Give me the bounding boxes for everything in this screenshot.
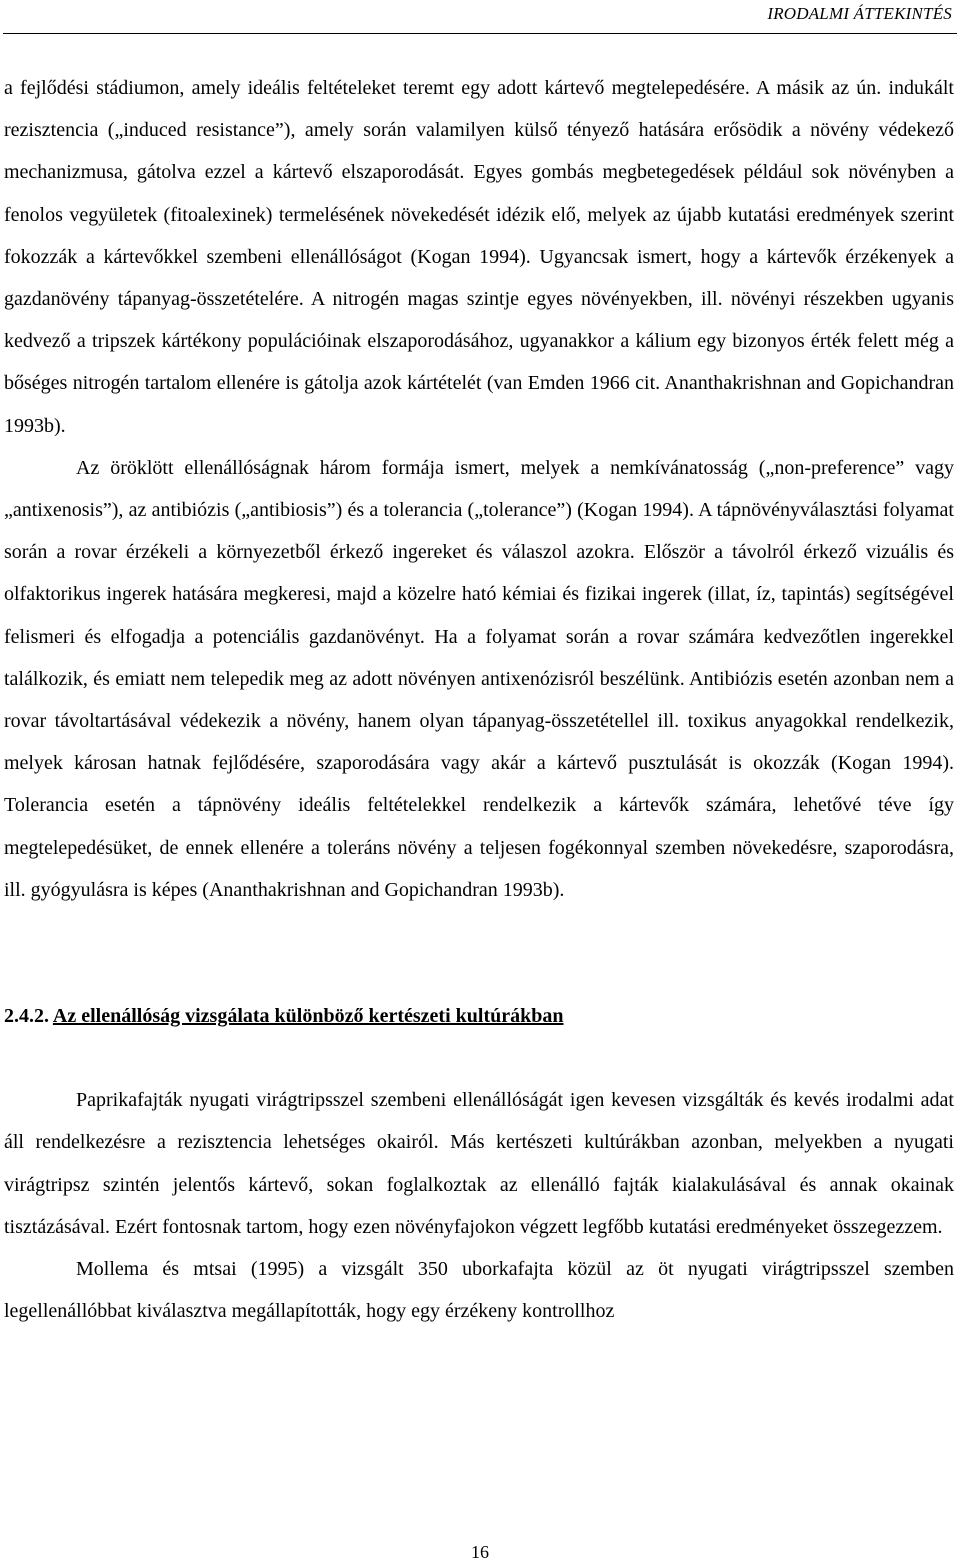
section-title: Az ellenállóság vizsgálata különböző kertészeti kultúrákban <box>52 1005 564 1028</box>
section-heading <box>4 995 954 1037</box>
section-number: 2.4.2. <box>4 1005 49 1028</box>
document-body <box>4 67 954 1332</box>
body-paragraph: Az öröklött ellenállóságnak három formája ismert, melyek a nemkívánatosság („non-preference” vagy „antixenosis”), az antibiózis („antibiosis”) és a tolerancia („tolerance”) (Kogan 1994). A tápnövényválasztási folyamat során a rovar érzékeli a környezetből érkező ingereket és válaszol azokra. Először a távolról érkező vizuális és olfaktorikus ingerek hatására megkeresi, majd a közelre ható kémiai és fizikai ingerek (illat, íz, tapintás) segítségével felismeri és elfogadja a potenciális gazdanövényt. Ha a folyamat során a rovar számára kedvezőtlen ingerekkel találkozik, és emiatt nem telepedik meg az adott növényen antixenózisról beszélünk. Antibiózis esetén azonban nem a rovar távoltartásával védekezik a növény, hanem olyan tápanyag-összetétellel ill. toxikus anyagokkal rendelkezik, melyek károsan hatnak fejlődésére, szaporodására vagy akár a kártevő pusztulását is okozzák (Kogan 1994). Tolerancia esetén a tápnövény ideális feltételekkel rendelkezik a kártevők számára, lehetővé téve így megtelepedésüket, de ennek ellenére a toleráns növény a teljesen fogékonnyal szemben növekedésre, szaporodásra, ill. gyógyulásra is képes (Ananthakrishnan and Gopichandran 1993b). <box>4 456 954 901</box>
running-header: IRODALMI ÁTTEKINTÉS <box>767 4 952 23</box>
header-divider <box>3 33 957 34</box>
body-paragraph: a fejlődési stádiumon, amely ideális feltételeket teremt egy adott kártevő megtelepedésére. A másik az ún. indukált rezisztencia („induced resistance”), amely során valamilyen külső tényező hatására erősödik a növény védekező mechanizmusa, gátolva ezzel a kártevő elszaporodását. Egyes gombás megbetegedések például sok növényben a fenolos vegyületek (fitoalexinek) termelésének növekedését idézik elő, melyek az újabb kutatási eredmények szerint fokozzák a kártevőkkel szembeni ellenállóságot (Kogan 1994). Ugyancsak ismert, hogy a kártevők érzékenyek a gazdanövény tápanyag-összetételére. A nitrogén magas szintje egyes növényekben, ill. növényi részekben ugyanis kedvező a tripszek kártékony populációinak elszaporodásához, ugyanakkor a kálium egy bizonyos érték felett még a bőséges nitrogén tartalom ellenére is gátolja azok kártételét (van Emden 1966 cit. Ananthakrishnan and Gopichandran 1993b). <box>4 77 954 437</box>
page-number: 16 <box>471 1542 489 1562</box>
body-paragraph: Mollema és mtsai (1995) a vizsgált 350 uborkafajta közül az öt nyugati virágtripsszel szemben legellenállóbbat kiválasztva megállapították, hogy egy érzékeny kontrollhoz <box>4 1258 954 1323</box>
body-paragraph: Paprikafajták nyugati virágtripsszel szembeni ellenállóságát igen kevesen vizsgálták és kevés irodalmi adat áll rendelkezésre a rezisztencia lehetséges okairól. Más kertészeti kultúrákban azonban, melyekben a nyugati virágtripsz szintén jelentős kártevő, sokan foglalkoztak az ellenálló fajták kialakulásával és annak okainak tisztázásával. Ezért fontosnak tartom, hogy ezen növényfajokon végzett legfőbb kutatási eredményeket összegezzem. <box>4 1089 954 1238</box>
